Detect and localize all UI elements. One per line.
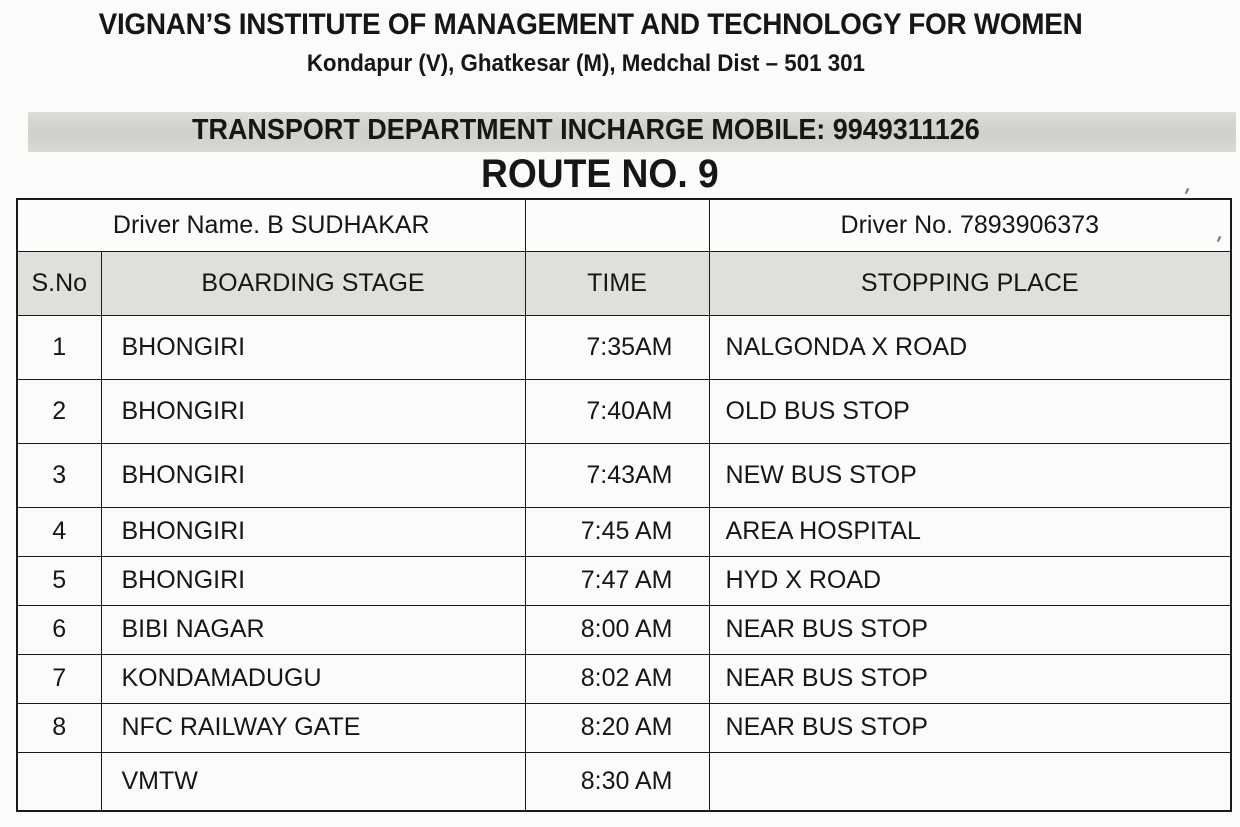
cell-place: NEAR BUS STOP [709, 703, 1231, 752]
cell-time: 8:02 AM [525, 654, 709, 703]
institute-address: Kondapur (V), Ghatkesar (M), Medchal Dist – 501 301 [306, 50, 865, 77]
table-header-row [17, 251, 1231, 315]
cell-stage: BHONGIRI [101, 379, 525, 443]
table-row [17, 654, 1231, 703]
cell-time: 7:43AM [525, 443, 709, 507]
cell-place: NEAR BUS STOP [709, 605, 1231, 654]
cell-place [709, 752, 1231, 811]
cell-sno [17, 752, 101, 811]
cell-sno: 8 [17, 703, 101, 752]
transport-incharge-text: TRANSPORT DEPARTMENT INCHARGE MOBILE: 9949311126 [192, 114, 980, 146]
institute-name: VIGNAN’S INSTITUTE OF MANAGEMENT AND TECHNOLOGY FOR WOMEN [98, 8, 1083, 41]
cell-place: OLD BUS STOP [709, 379, 1231, 443]
cell-time: 7:47 AM [525, 556, 709, 605]
cell-stage: BIBI NAGAR [101, 605, 525, 654]
cell-sno: 5 [17, 556, 101, 605]
table-row [17, 507, 1231, 556]
cell-place: NALGONDA X ROAD [709, 315, 1231, 379]
cell-time: 7:45 AM [525, 507, 709, 556]
cell-stage: KONDAMADUGU [101, 654, 525, 703]
cell-sno: 2 [17, 379, 101, 443]
cell-stage: VMTW [101, 752, 525, 811]
cell-stage: BHONGIRI [101, 443, 525, 507]
driver-name: Driver Name. B SUDHAKAR [17, 199, 525, 251]
cell-sno: 6 [17, 605, 101, 654]
route-title: ROUTE NO. 9 [480, 152, 719, 196]
cell-stage: NFC RAILWAY GATE [101, 703, 525, 752]
cell-place: HYD X ROAD [709, 556, 1231, 605]
cell-time: 8:20 AM [525, 703, 709, 752]
cell-time: 8:00 AM [525, 605, 709, 654]
cell-sno: 3 [17, 443, 101, 507]
column-header-boarding-stage: BOARDING STAGE [101, 251, 525, 315]
table-row [17, 315, 1231, 379]
cell-place: NEAR BUS STOP [709, 654, 1231, 703]
table-row [17, 752, 1231, 811]
driver-info-row [17, 199, 1231, 251]
table-row [17, 605, 1231, 654]
driver-number: Driver No. 7893906373 [709, 199, 1231, 251]
route-table [16, 198, 1232, 812]
driver-blank-cell [525, 199, 709, 251]
cell-time: 7:40AM [525, 379, 709, 443]
cell-stage: BHONGIRI [101, 315, 525, 379]
cell-stage: BHONGIRI [101, 556, 525, 605]
column-header-stopping-place: STOPPING PLACE [709, 251, 1231, 315]
cell-place: AREA HOSPITAL [709, 507, 1231, 556]
cell-sno: 1 [17, 315, 101, 379]
table-row [17, 443, 1231, 507]
column-header-sno: S.No [17, 251, 101, 315]
cell-time: 7:35AM [525, 315, 709, 379]
cell-time: 8:30 AM [525, 752, 709, 811]
table-row [17, 379, 1231, 443]
cell-stage: BHONGIRI [101, 507, 525, 556]
table-row [17, 703, 1231, 752]
cell-sno: 4 [17, 507, 101, 556]
table-row [17, 556, 1231, 605]
cell-place: NEW BUS STOP [709, 443, 1231, 507]
column-header-time: TIME [525, 251, 709, 315]
cell-sno: 7 [17, 654, 101, 703]
